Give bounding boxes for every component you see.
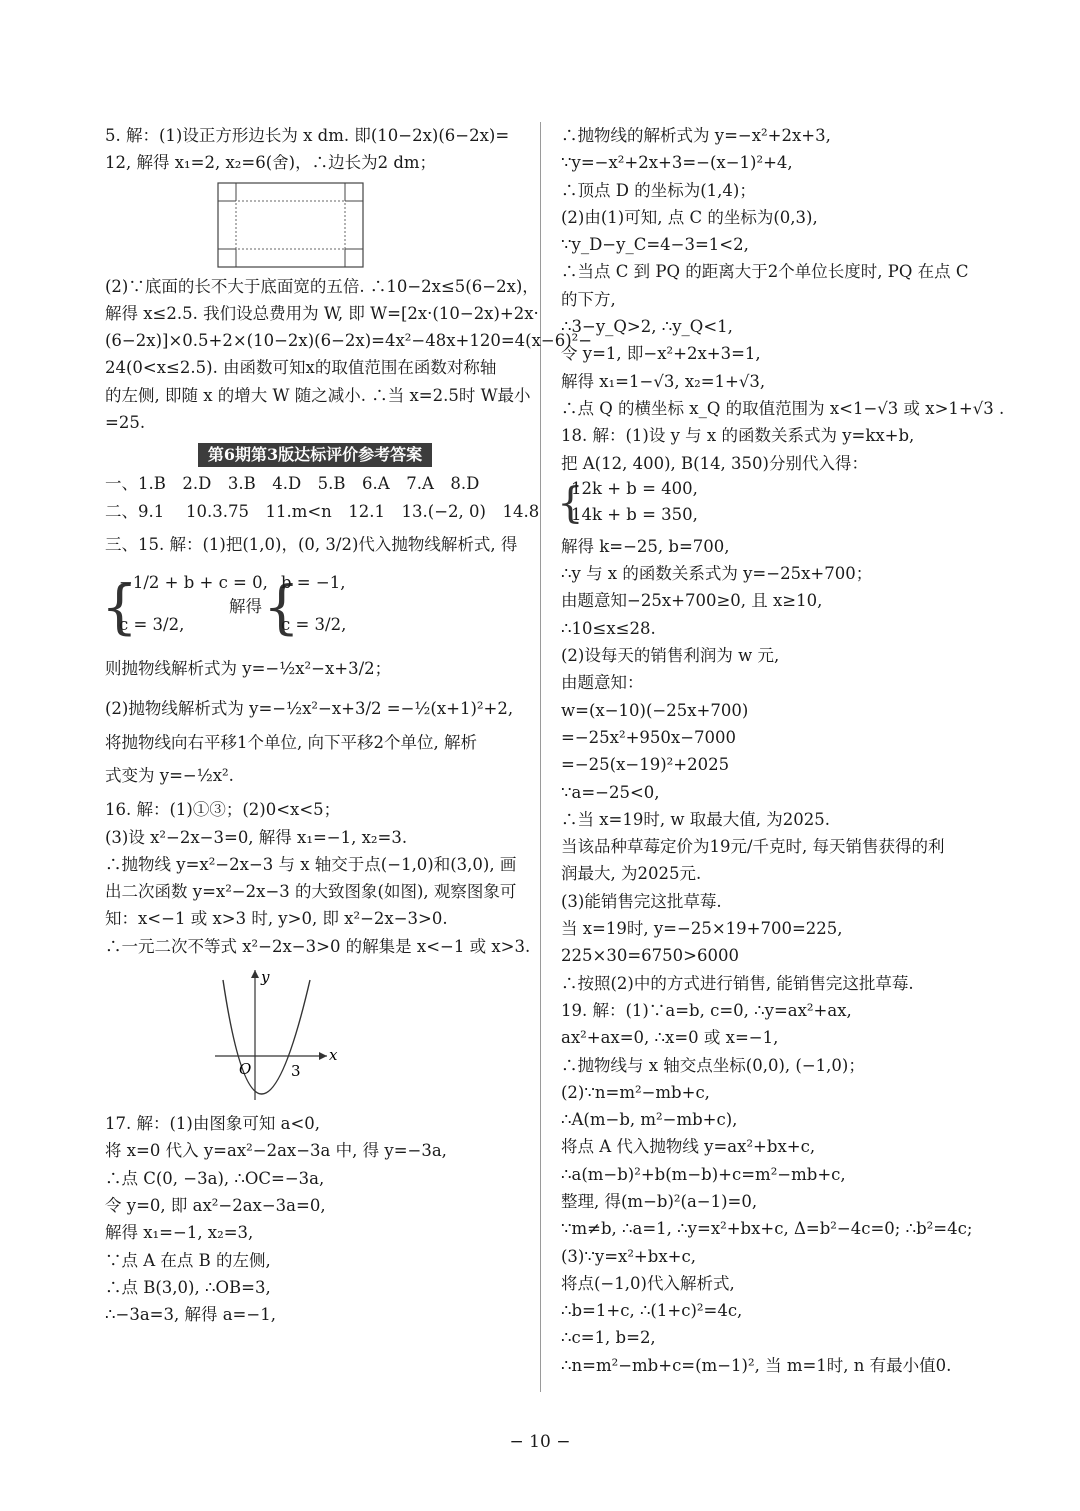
text-line: ∴3−y_Q>2, ∴y_Q<1, — [561, 317, 733, 337]
text-line: 当该品种草莓定价为19元/千克时, 每天销售获得的利 — [561, 837, 945, 857]
text-line: 三、15. 解：(1)把(1,0)，(0, 3/2)代入抛物线解析式, 得 — [105, 534, 518, 554]
equation-row: b = −1, — [281, 572, 346, 592]
text-line: 解得 x≤2.5. 我们设总费用为 W, 即 W=[2x·(10−2x)+2x· — [105, 303, 539, 323]
text-line: 将抛物线向右平移1个单位, 向下平移2个单位, 解析 — [105, 732, 477, 752]
text-line: (2)抛物线解析式为 y=−½x²−x+3/2 =−½(x+1)²+2, — [105, 698, 514, 718]
text-line: ∴当点 C 到 PQ 的距离大于2个单位长度时, PQ 在点 C — [561, 262, 969, 282]
text-line: 令 y=1, 即−x²+2x+3=1, — [561, 344, 761, 364]
banner-title: 第6期第3版达标评价参考答案 — [198, 443, 432, 467]
section-banner — [105, 440, 525, 470]
equation-system — [101, 565, 525, 649]
text-line: 24(0<x≤2.5). 由函数可知x的取值范围在函数对称轴 — [105, 358, 497, 378]
text-line: 则抛物线解析式为 y=−½x²−x+3/2； — [105, 658, 392, 678]
text-line: 17. 解：(1)由图象可知 a<0, — [105, 1114, 321, 1134]
brace-icon: { — [101, 572, 138, 641]
text-line: ∴抛物线 y=x²−2x−3 与 x 轴交于点(−1,0)和(3,0), 画 — [105, 854, 517, 874]
text-line: 16. 解：(1)①③；(2)0<x<5； — [105, 800, 341, 820]
text-line: ∵a=−25<0, — [561, 782, 660, 802]
text-line: 的下方, — [561, 289, 616, 309]
text-line: (3)∵y=x²+bx+c, — [561, 1246, 696, 1266]
text-line: =−25(x−19)²+2025 — [561, 755, 730, 775]
text-line: (3)能销售完这批草莓. — [561, 891, 722, 911]
text-line: 将 x=0 代入 y=ax²−2ax−3a 中, 得 y=−3a, — [105, 1141, 447, 1161]
text-line: 润最大, 为2025元. — [561, 864, 702, 884]
text-line: 解得 x₁=−1, x₂=3, — [105, 1223, 254, 1243]
text-line: ∴抛物线与 x 轴交点坐标(0,0), (−1,0)； — [561, 1055, 865, 1075]
text-line: ∴点 B(3,0), ∴OB=3, — [105, 1277, 271, 1297]
text-line: =−25x²+950x−7000 — [561, 727, 737, 747]
text-line: ∴抛物线的解析式为 y=−x²+2x+3, — [561, 126, 831, 145]
text-line: 18. 解：(1)设 y 与 x 的函数关系式为 y=kx+b, — [561, 426, 915, 446]
equation-system — [557, 477, 981, 533]
text-line: w=(x−10)(−25x+700) — [561, 700, 749, 720]
text-line: ∴顶点 D 的坐标为(1,4)； — [561, 180, 756, 200]
text-line: (2)∵底面的长不大于底面宽的五倍. ∴10−2x≤5(6−2x)， — [105, 276, 539, 296]
text-line: 当 x=19时, y=−25×19+700=225, — [561, 919, 843, 939]
parabola-figure — [105, 960, 525, 1110]
page-number: − 10 − — [509, 1432, 571, 1452]
text-line: ∴n=m²−mb+c=(m−1)², 当 m=1时, n 有最小值0. — [561, 1355, 952, 1375]
text-line: ∴b=1+c, ∴(1+c)²=4c, — [561, 1301, 743, 1321]
text-line: 19. 解：(1)∵a=b, c=0, ∴y=ax²+ax, — [561, 1000, 852, 1020]
text-line: 12, 解得 x₁=2, x₂=6(舍)，∴边长为2 dm； — [105, 153, 437, 173]
root-label: 3 — [291, 1062, 301, 1081]
text-line: 的左侧, 即随 x 的增大 W 随之减小. ∴当 x=2.5时 W最小 — [105, 385, 531, 405]
text-line: 解得 x₁=1−√3, x₂=1+√3, — [561, 371, 766, 391]
answer-line: 二、9.1 10.3.75 11.m<n 12.1 13.(−2, 0) 14.8 — [105, 501, 540, 521]
box-net-svg — [105, 177, 525, 273]
text-line: ∵y=−x²+2x+3=−(x−1)²+4, — [561, 153, 793, 173]
text-line: ∴−3a=3, 解得 a=−1, — [105, 1305, 276, 1325]
text-line: 式变为 y=−½x². — [105, 766, 234, 786]
brace-icon: { — [263, 572, 300, 641]
text-line: ∴点 C(0, −3a), ∴OC=−3a, — [105, 1168, 325, 1188]
text-line: (2)∵n=m²−mb+c, — [561, 1082, 710, 1102]
text-line: 令 y=0, 即 ax²−2ax−3a=0, — [105, 1195, 326, 1215]
text-line: ∴一元二次不等式 x²−2x−3>0 的解集是 x<−1 或 x>3. — [105, 936, 531, 956]
equation-row: 14k + b = 350, — [571, 504, 698, 524]
text-line: (2)设每天的销售利润为 w 元, — [561, 646, 780, 666]
text-line: ∴按照(2)中的方式进行销售, 能销售完这批草莓. — [561, 973, 914, 993]
text-line: ∴A(m−b, m²−mb+c), — [561, 1110, 738, 1130]
brace-icon: { — [557, 477, 584, 527]
text-line: ax²+ax=0, ∴x=0 或 x=−1, — [561, 1028, 779, 1048]
text-line: 解得 k=−25, b=700, — [561, 536, 730, 556]
text-line: 225×30=6750>6000 — [561, 946, 739, 966]
text-line: ∴a(m−b)²+b(m−b)+c=m²−mb+c, — [561, 1164, 846, 1184]
text-line: 把 A(12, 400), B(14, 350)分别代入得： — [561, 453, 868, 473]
text-line: 知：x<−1 或 x>3 时, y>0, 即 x²−2x−3>0. — [105, 909, 448, 929]
equation-row: c = 3/2, — [119, 614, 185, 634]
text-line: ∵点 A 在点 B 的左侧, — [105, 1250, 271, 1270]
equation-label: 解得 — [229, 596, 262, 616]
text-line: ∵m≠b, ∴a=1, ∴y=x²+bx+c, Δ=b²−4c=0; ∴b²=4c; — [561, 1219, 973, 1239]
text-line: ∴c=1, b=2, — [561, 1328, 656, 1348]
column-divider — [540, 122, 541, 1392]
text-line: 出二次函数 y=x²−2x−3 的大致图象(如图), 观察图象可 — [105, 882, 517, 902]
text-line: ∴y 与 x 的函数关系式为 y=−25x+700； — [561, 564, 873, 584]
text-line: 整理, 得(m−b)²(a−1)=0, — [561, 1191, 758, 1211]
parabola-svg — [105, 960, 525, 1110]
text-line: 由题意知−25x+700≥0, 且 x≥10, — [561, 591, 823, 611]
y-axis-label: y — [261, 968, 270, 987]
box-net-figure — [105, 177, 525, 273]
origin-label: O — [239, 1060, 252, 1079]
text-line: 5. 解：(1)设正方形边长为 x dm. 即(10−2x)(6−2x)= — [105, 126, 510, 145]
text-line: ∴10≤x≤28. — [561, 618, 656, 638]
text-line: 将点(−1,0)代入解析式, — [561, 1273, 735, 1293]
text-line: 将点 A 代入抛物线 y=ax²+bx+c, — [561, 1137, 816, 1157]
text-line: ∴当 x=19时, w 取最大值, 为2025. — [561, 809, 830, 829]
equation-row: −1/2 + b + c = 0, — [119, 572, 268, 592]
answer-line: 一、1.B 2.D 3.B 4.D 5.B 6.A 7.A 8.D — [105, 474, 480, 494]
text-line: 由题意知： — [561, 673, 644, 693]
text-line: (2)由(1)可知, 点 C 的坐标为(0,3), — [561, 207, 818, 227]
text-line: (3)设 x²−2x−3=0, 解得 x₁=−1, x₂=3. — [105, 827, 408, 847]
equation-row: c = 3/2, — [281, 614, 347, 634]
text-line: (6−2x)]×0.5+2×(10−2x)(6−2x)=4x²−48x+120=4(x−6)²− — [105, 331, 593, 351]
text-line: ∵y_D−y_C=4−3=1<2, — [561, 235, 749, 255]
right-column — [557, 122, 1005, 1379]
x-axis-label: x — [329, 1046, 338, 1065]
equation-row: 12k + b = 400, — [571, 478, 698, 498]
text-line: =25. — [105, 413, 146, 433]
text-line: ∴点 Q 的横坐标 x_Q 的取值范围为 x<1−√3 或 x>1+√3 . — [561, 398, 1005, 418]
